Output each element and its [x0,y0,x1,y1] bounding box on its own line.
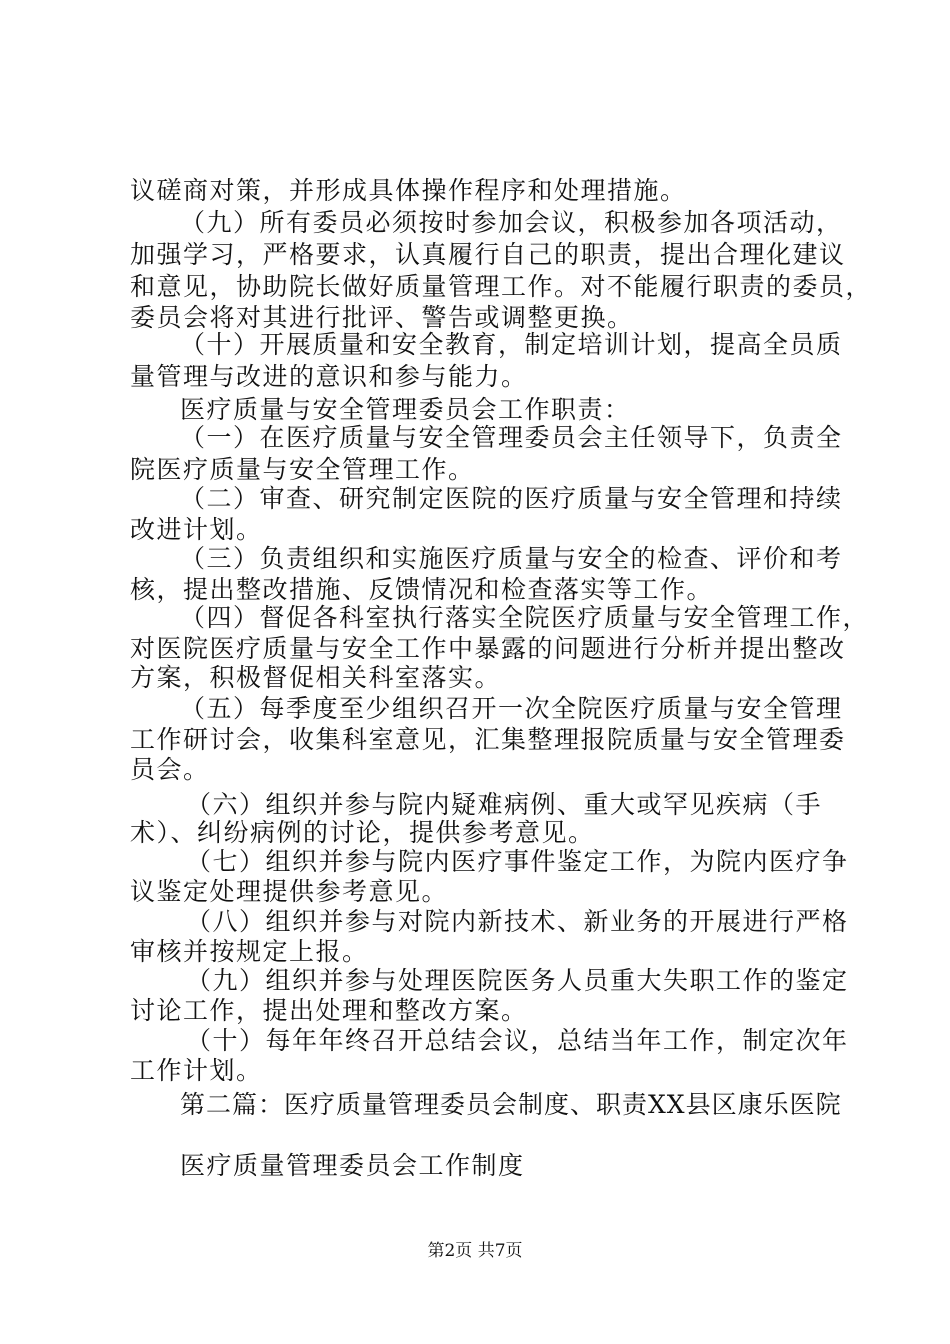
text-line: 核，提出整改措施、反馈情况和检查落实等工作。 [130,575,714,604]
text-line: 量管理与改进的意识和参与能力。 [130,362,528,391]
text-line: （六）组织并参与院内疑难病例、重大或罕见疾病（手 [186,790,823,819]
chapter-heading: 第二篇：医疗质量管理委员会制度、职责XX县区康乐医院 [180,1090,842,1119]
text-line: （九）所有委员必须按时参加会议，积极参加各项活动， [180,208,843,237]
subheading: 医疗质量管理委员会工作制度 [180,1151,525,1180]
text-line: 工作计划。 [130,1056,263,1085]
text-line: 议鉴定处理提供参考意见。 [130,877,449,906]
text-line: 和意见，协助院长做好质量管理工作。对不能履行职责的委员， [130,272,873,301]
text-line: 员会。 [130,755,210,784]
text-line: 改进计划。 [130,515,263,544]
text-line: 对医院医疗质量与安全工作中暴露的问题进行分析并提出整改 [130,634,846,663]
text-line: （五）每季度至少组织召开一次全院医疗质量与安全管理 [180,694,843,723]
text-line: 讨论工作，提出处理和整改方案。 [130,996,528,1025]
text-line: 审核并按规定上报。 [130,937,369,966]
text-line: 工作研讨会，收集科室意见，汇集整理报院质量与安全管理委 [130,725,846,754]
text-line: （八）组织并参与对院内新技术、新业务的开展进行严格 [186,907,849,936]
section-heading: 医疗质量与安全管理委员会工作职责： [180,395,631,424]
text-line: （十）开展质量和安全教育，制定培训计划，提高全员质 [180,330,843,359]
text-line: （七）组织并参与院内医疗事件鉴定工作，为院内医疗争 [186,847,849,876]
text-line: （十）每年年终召开总结会议，总结当年工作，制定次年 [186,1026,849,1055]
text-line: 加强学习，严格要求，认真履行自己的职责，提出合理化建议 [130,240,846,269]
text-line: 术）、纠纷病例的讨论，提供参考意见。 [130,818,595,847]
text-line: 议磋商对策，并形成具体操作程序和处理措施。 [130,176,687,205]
text-line: （九）组织并参与处理医院医务人员重大失职工作的鉴定 [186,966,849,995]
text-line: （三）负责组织和实施医疗质量与安全的检查、评价和考 [180,544,843,573]
text-line: 方案，积极督促相关科室落实。 [130,663,502,692]
text-line: （一）在医疗质量与安全管理委员会主任领导下，负责全 [180,423,843,452]
text-line: （四）督促各科室执行落实全院医疗质量与安全管理工作， [180,603,870,632]
page-number-footer: 第2页 共7页 [427,1241,523,1261]
text-line: 委员会将对其进行批评、警告或调整更换。 [130,303,634,332]
text-line: 院医疗质量与安全管理工作。 [130,455,475,484]
text-line: （二）审查、研究制定医院的医疗质量与安全管理和持续 [180,484,843,513]
